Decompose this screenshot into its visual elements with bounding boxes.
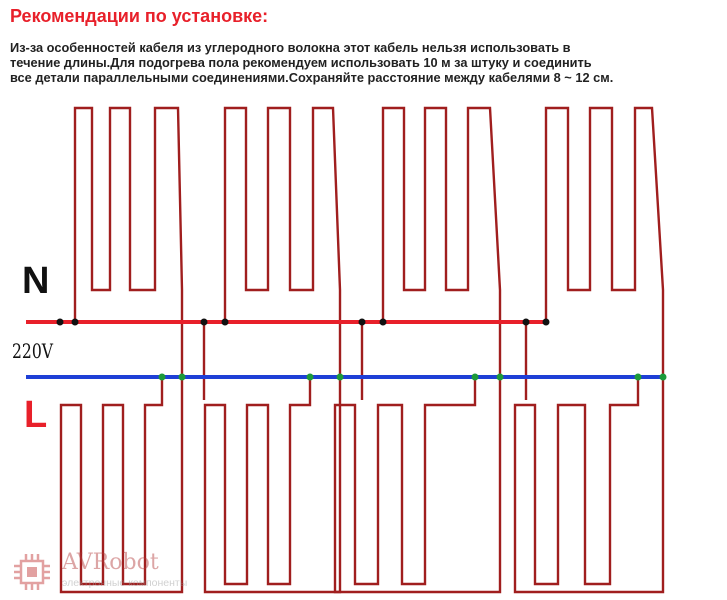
- live-junction: [472, 374, 479, 381]
- live-junction: [497, 374, 504, 381]
- logo-subtitle: электронные компоненты: [62, 577, 188, 589]
- upper-heating-cable: [362, 108, 500, 377]
- live-junction: [159, 374, 166, 381]
- neutral-junction: [359, 319, 366, 326]
- live-junction: [337, 374, 344, 381]
- description-line: Из-за особенностей кабеля из углеродного волокна этот кабель нельзя использовать в: [10, 40, 571, 55]
- neutral-junction: [543, 319, 550, 326]
- neutral-junction: [222, 319, 229, 326]
- neutral-junction: [72, 319, 79, 326]
- lower-heating-cable: [515, 377, 663, 592]
- page-heading: Рекомендации по установке:: [10, 6, 269, 26]
- lower-heating-cable: [205, 377, 340, 592]
- upper-heating-cable: [204, 108, 340, 377]
- brand-logo: [12, 552, 217, 592]
- live-junction: [179, 374, 186, 381]
- chip-icon: [12, 552, 52, 592]
- description-line: все детали параллельными соединениями.Сохраняйте расстояние между кабелями 8 ~ 12 см.: [10, 70, 614, 85]
- lower-heating-cable: [335, 377, 500, 592]
- live-junction: [307, 374, 314, 381]
- live-junction: [660, 374, 667, 381]
- live-junction: [635, 374, 642, 381]
- upper-heating-cable: [526, 108, 663, 377]
- neutral-junction: [380, 319, 387, 326]
- logo-name: AVRobot: [62, 550, 159, 575]
- neutral-junction: [201, 319, 208, 326]
- description-line: течение длины.Для подогрева пола рекомендуем использовать 10 м за штуку и соединить: [10, 55, 592, 70]
- neutral-junction: [523, 319, 530, 326]
- neutral-label: N: [22, 260, 50, 302]
- upper-heating-cable: [60, 108, 182, 377]
- voltage-label: 220V: [12, 339, 54, 363]
- live-label: L: [24, 394, 48, 436]
- neutral-junction: [57, 319, 64, 326]
